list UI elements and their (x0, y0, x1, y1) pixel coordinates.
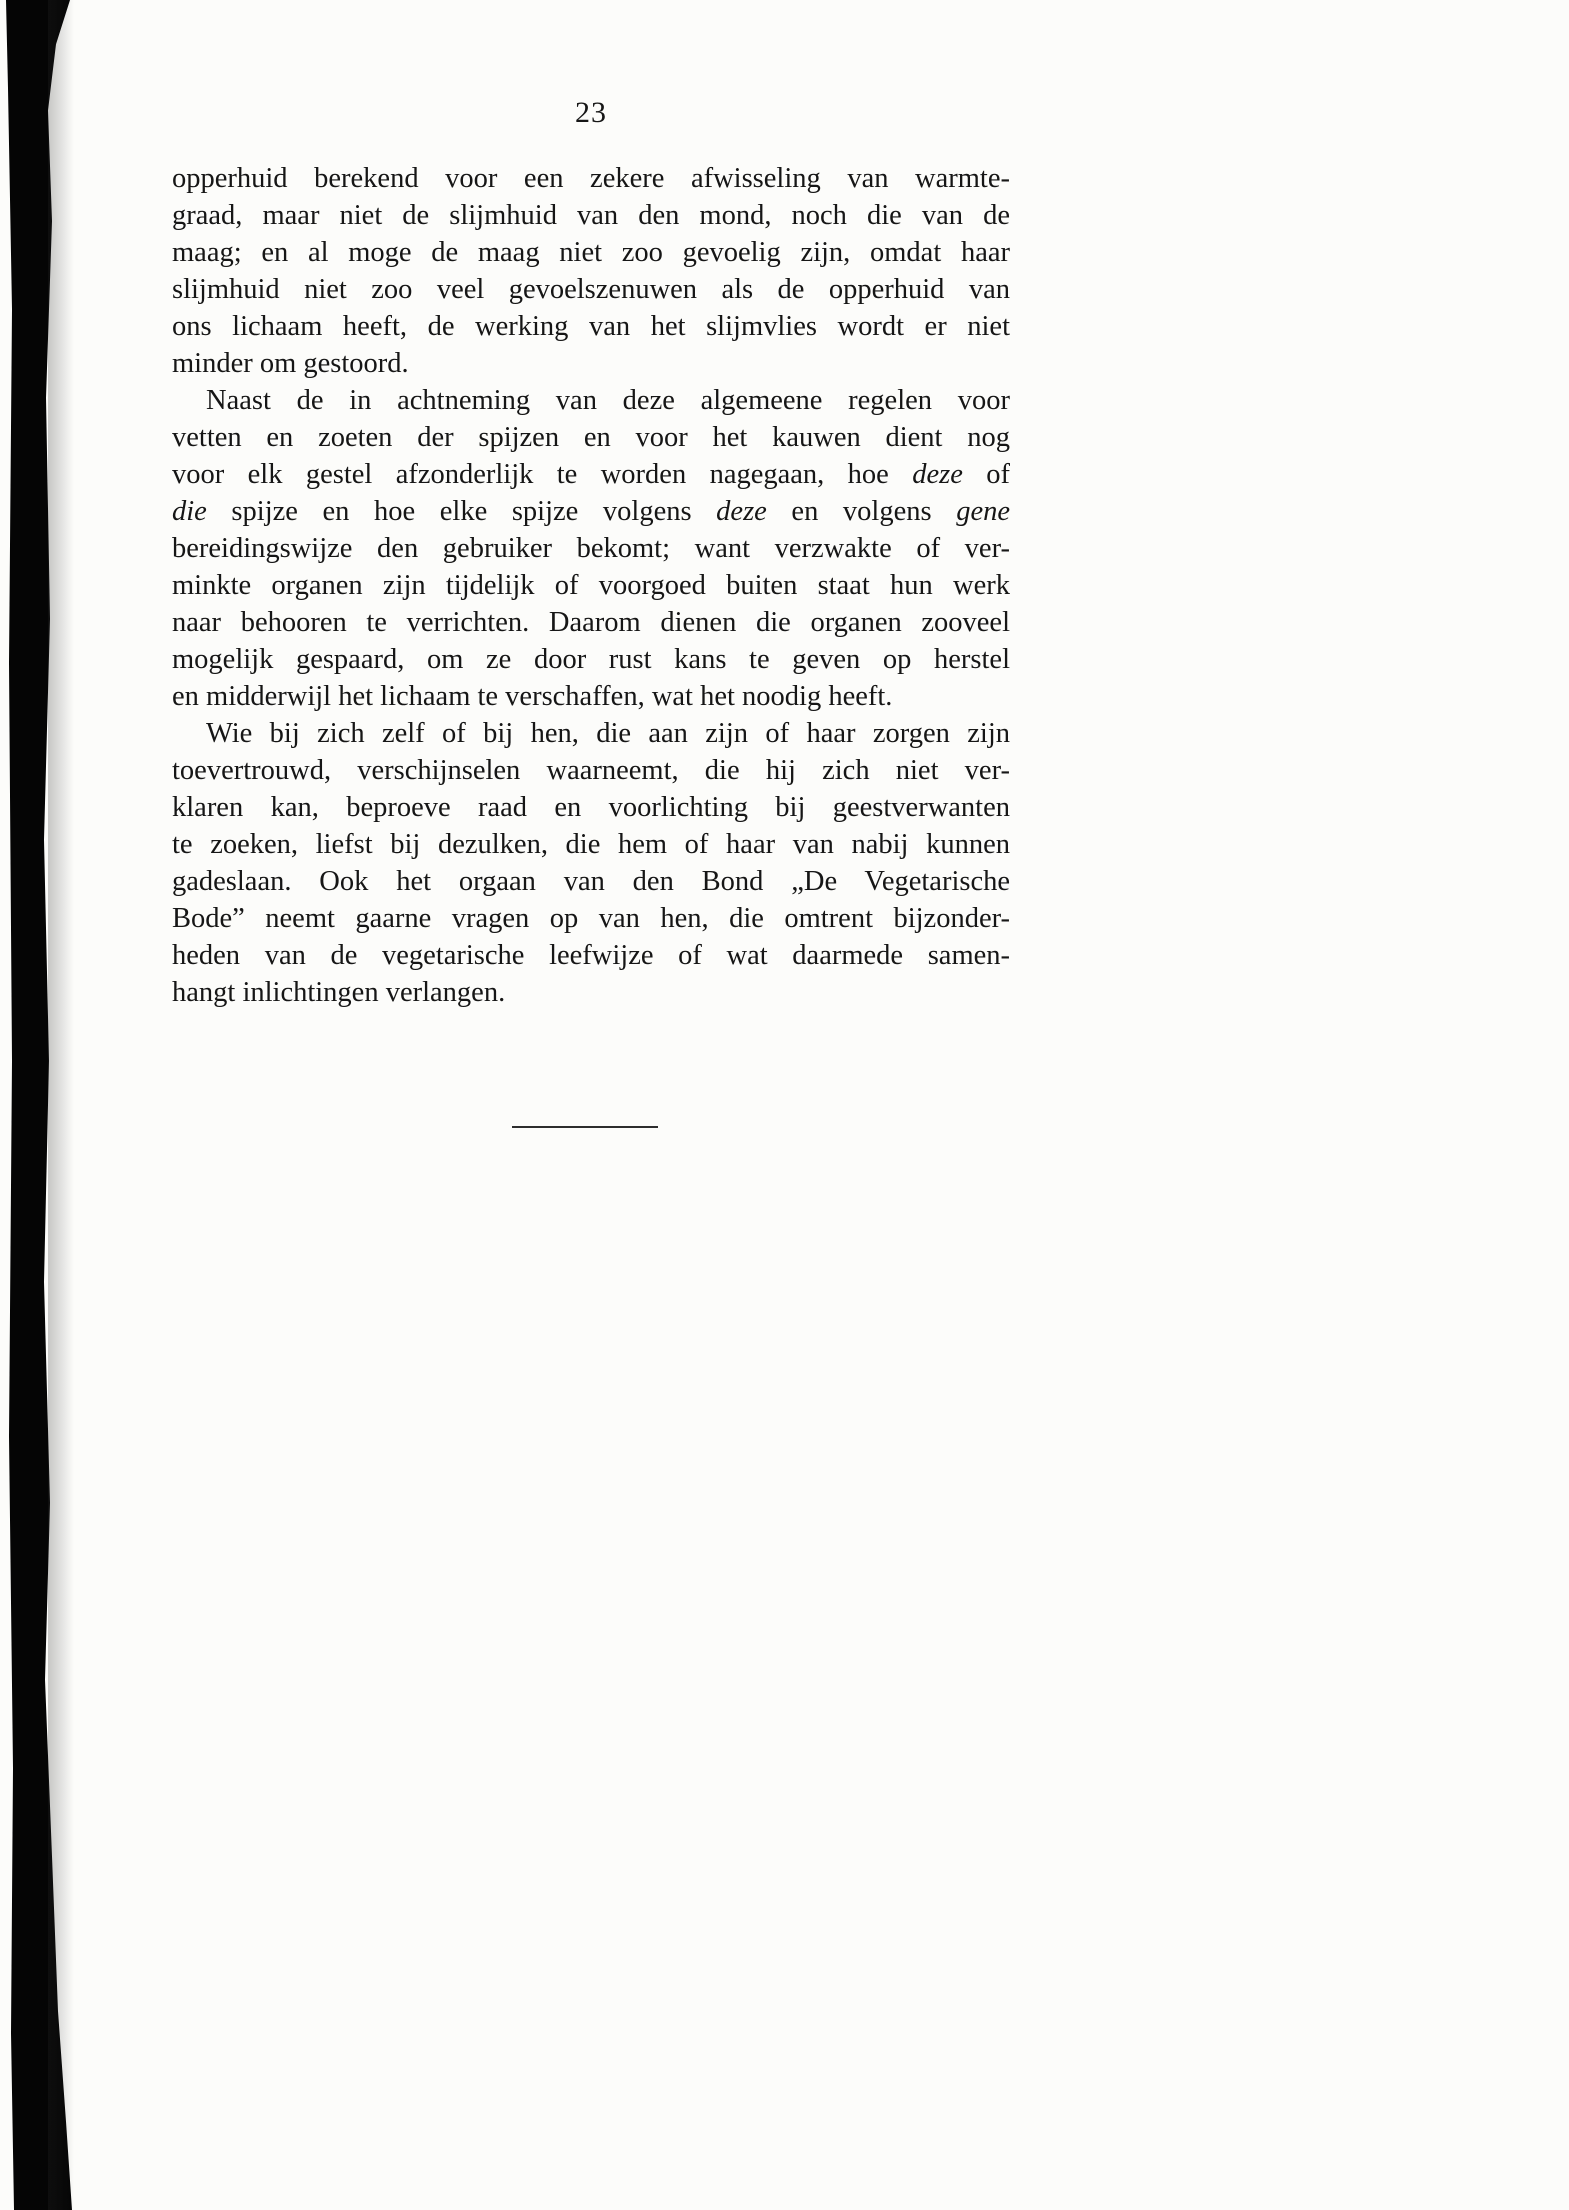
text-line: slijmhuid niet zoo veel gevoelszenuwen als de opperhuid van (172, 274, 1010, 305)
book-binding-shadow (0, 0, 95, 2210)
paragraph (172, 160, 1010, 382)
text-line: klaren kan, beproeve raad en voorlichting bij geestverwanten (172, 792, 1010, 823)
text-line: minder om gestoord. (172, 348, 409, 379)
paragraph (172, 382, 1010, 715)
text-line: bereidingswijze den gebruiker bekomt; want verzwakte of ver- (172, 533, 1010, 564)
text-line: te zoeken, liefst bij dezulken, die hem of haar van nabij kunnen (172, 829, 1010, 860)
text-line: en midderwijl het lichaam te verschaffen, wat het noodig heeft. (172, 681, 893, 712)
text-line: heden van de vegetarische leefwijze of wat daarmede samen- (172, 940, 1010, 971)
text-line: opperhuid berekend voor een zekere afwisseling van warmte- (172, 163, 1010, 194)
text-line: maag; en al moge de maag niet zoo gevoelig zijn, omdat haar (172, 237, 1010, 268)
page-text (172, 160, 1010, 1011)
text-line: graad, maar niet de slijmhuid van den mond, noch die van de (172, 200, 1010, 231)
text-line: die spijze en hoe elke spijze volgens deze en volgens gene (172, 496, 1010, 527)
text-line: gadeslaan. Ook het orgaan van den Bond „De Vegetarische (172, 866, 1010, 897)
text-line: Wie bij zich zelf of bij hen, die aan zijn of haar zorgen zijn (206, 718, 1010, 749)
text-line: minkte organen zijn tijdelijk of voorgoed buiten staat hun werk (172, 570, 1010, 601)
text-line: vetten en zoeten der spijzen en voor het kauwen dient nog (172, 422, 1010, 453)
text-line: mogelijk gespaard, om ze door rust kans te geven op herstel (172, 644, 1010, 675)
text-line: voor elk gestel afzonderlijk te worden nagegaan, hoe deze of (172, 459, 1010, 490)
text-line: Naast de in achtneming van deze algemeene regelen voor (206, 385, 1010, 416)
text-line: hangt inlichtingen verlangen. (172, 977, 506, 1008)
text-line: ons lichaam heeft, de werking van het slijmvlies wordt er niet (172, 311, 1010, 342)
text-line: Bode” neemt gaarne vragen op van hen, die omtrent bijzonder- (172, 903, 1010, 934)
paragraph (172, 715, 1010, 1011)
text-line: toevertrouwd, verschijnselen waarneemt, die hij zich niet ver- (172, 755, 1010, 786)
text-line: naar behooren te verrichten. Daarom dienen die organen zooveel (172, 607, 1010, 638)
section-divider (512, 1126, 658, 1128)
page-number: 23 (575, 96, 607, 129)
